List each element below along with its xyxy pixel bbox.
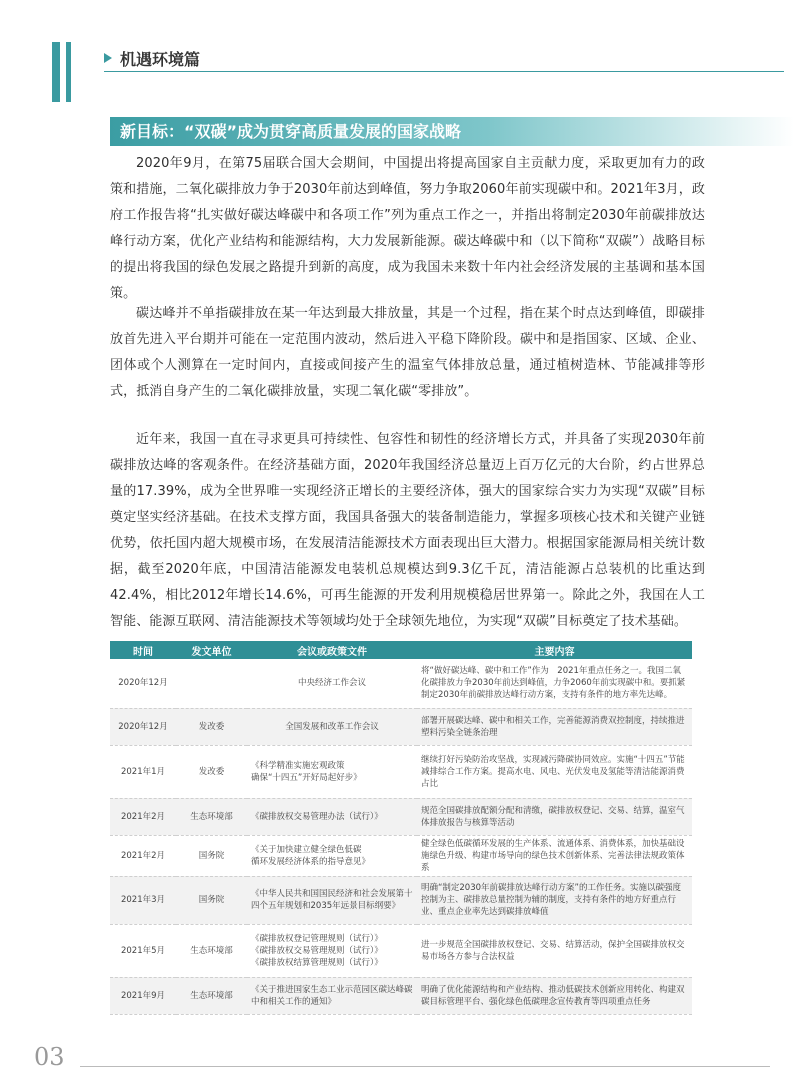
cell-document: 《科学精准实施宏观政策 确保“十四五”开好局起好步》: [247, 745, 417, 798]
cell-issuer: 发改委: [176, 745, 247, 798]
table-row: [110, 977, 692, 1014]
cell-document: 《中华人民共和国国民经济和社会发展第十 四个五年规划和2035年远景目标纲要》: [247, 876, 417, 924]
decor-bar-right: [66, 42, 71, 102]
cell-issuer: 国务院: [176, 876, 247, 924]
cell-time: 2021年1月: [110, 745, 176, 798]
section-arrow-icon: [104, 53, 112, 63]
table-header-row: [110, 641, 692, 659]
cell-content: 规范全国碳排放配额分配和清缴，碳排放权登记、交易、结算，温室气体排放报告与核算等活动: [417, 798, 692, 835]
paragraph-2: 碳达峰并不单指碳排放在某一年达到最大排放量，其是一个过程，指在某个时点达到峰值，即碳排放首先进入平台期并可能在一定范围内波动，然后进入平稳下降阶段。碳中和是指国家、区域、企业、团体或个人测算在一定时间内，直接或间接产生的温室气体排放总量，通过植树造林、节能减排等形式，抵消自身产生的二氧化碳排放量，实现二氧化碳“零排放”。: [110, 306, 705, 399]
page-number: 03: [34, 1043, 65, 1071]
cell-document: 全国发展和改革工作会议: [247, 708, 417, 745]
cell-content: 明确“制定2030年前碳排放达峰行动方案”的工作任务。实施以碳强度控制为主、碳排放总量控制为辅的制度，支持有条件的地方好重点行业、重点企业率先达到碳排放峰值: [417, 876, 692, 924]
paragraph-1: 2020年9月，在第75届联合国大会期间，中国提出将提高国家自主贡献力度，采取更加有力的政策和措施，二氧化碳排放力争于2030年前达到峰值，努力争取2060年前实现碳中和。2021年3月，政府工作报告将“扎实做好碳达峰碳中和各项工作”列为重点工作之一，并指出将制定2030年前碳排放达峰行动方案，优化产业结构和能源结构，大力发展新能源。碳达峰碳中和（以下简称“双碳”）战略目标的提出将我国的绿色发展之路提升到新的高度，成为我国未来数十年内社会经济发展的主基调和基本国策。: [110, 156, 705, 301]
cell-time: 2020年12月: [110, 659, 176, 708]
table-row: [110, 708, 692, 745]
table-row: [110, 659, 692, 708]
cell-content: 进一步规范全国碳排放权登记、交易、结算活动，保护全国碳排放权交易市场各方参与合法权益: [417, 924, 692, 977]
cell-content: 部署开展碳达峰、碳中和相关工作，完善能源消费双控制度，持续推进塑料污染全链条治理: [417, 708, 692, 745]
cell-content: 健全绿色低碳循环发展的生产体系、流通体系、消费体系，加快基础设施绿色升级、构建市场导向的绿色技术创新体系、完善法律法规政策体系: [417, 835, 692, 876]
table-row: [110, 798, 692, 835]
cell-document: 《碳排放权登记管理规则（试行）》 《碳排放权交易管理规则（试行）》 《碳排放权结算管理规则（试行）》: [247, 924, 417, 977]
cell-content: 明确了优化能源结构和产业结构、推动低碳技术创新应用转化、构建双碳目标管理平台、强化绿色低碳理念宣传教育等四项重点任务: [417, 977, 692, 1014]
footer-rule: [80, 1066, 770, 1067]
cell-issuer: 国务院: [176, 835, 247, 876]
header-content: 主要内容: [417, 641, 692, 659]
cell-document: 《关于推进国家生态工业示范园区碳达峰碳 中和相关工作的通知》: [247, 977, 417, 1014]
decor-bar-left: [52, 42, 60, 102]
section-title: 机遇环境篇: [120, 50, 201, 69]
cell-issuer: 生态环境部: [176, 798, 247, 835]
cell-document: 《碳排放权交易管理办法（试行）》: [247, 798, 417, 835]
cell-document: 《关于加快建立健全绿色低碳 循环发展经济体系的指导意见》: [247, 835, 417, 876]
cell-issuer: 发改委: [176, 708, 247, 745]
header-issuer: 发文单位: [176, 641, 247, 659]
header-time: 时间: [110, 641, 176, 659]
paragraph-3: 近年来，我国一直在寻求更具可持续性、包容性和韧性的经济增长方式，并具备了实现2030年前碳排放达峰的客观条件。在经济基础方面，2020年我国经济总量迈上百万亿元的大台阶，约占世界总量的17.39%，成为全世界唯一实现经济正增长的主要经济体，强大的国家综合实力为实现“双碳”目标奠定坚实经济基础。在技术支撑方面，我国具备强大的装备制造能力，掌握多项核心技术和关键产业链优势，依托国内超大规模市场，在发展清洁能源技术方面表现出巨大潜力。根据国家能源局相关统计数据，截至2020年底，中国清洁能源发电装机总规模达到9.3亿千瓦，清洁能源占总装机的比重达到42.4%，相比2012年增长14.6%，可再生能源的开发利用规模稳居世界第一。除此之外，我国在人工智能、能源互联网、清洁能源技术等领域均处于全球领先地位，为实现“双碳”目标奠定了技术基础。: [110, 432, 705, 629]
cell-content: 继续打好污染防治攻坚战，实现减污降碳协同效应。实施“十四五”节能减排综合工作方案。提高水电、风电、光伏发电及氢能等清洁能源消费占比: [417, 745, 692, 798]
table-row: [110, 924, 692, 977]
cell-issuer: 生态环境部: [176, 924, 247, 977]
table-row: [110, 745, 692, 798]
cell-time: 2021年9月: [110, 977, 176, 1014]
heading-banner: 新目标：“双碳”成为贯穿高质量发展的国家战略: [110, 117, 794, 146]
table-row: [110, 835, 692, 876]
cell-time: 2021年2月: [110, 798, 176, 835]
cell-time: 2021年2月: [110, 835, 176, 876]
cell-time: 2021年3月: [110, 876, 176, 924]
policy-table: [110, 641, 692, 1015]
cell-content: 将“做好碳达峰、碳中和工作”作为 2021年重点任务之一。我国二氧化碳排放力争2030年前达到峰值，力争2060年前实现碳中和。要抓紧制定2030年前碳排放达峰行动方案，支持有条件的地方率先达峰。: [417, 659, 692, 708]
cell-document: 中央经济工作会议: [247, 659, 417, 708]
section-rule: [104, 71, 784, 72]
cell-issuer: [176, 659, 247, 708]
cell-time: 2020年12月: [110, 708, 176, 745]
table-row: [110, 876, 692, 924]
cell-time: 2021年5月: [110, 924, 176, 977]
header-document: 会议或政策文件: [247, 641, 417, 659]
cell-issuer: 生态环境部: [176, 977, 247, 1014]
